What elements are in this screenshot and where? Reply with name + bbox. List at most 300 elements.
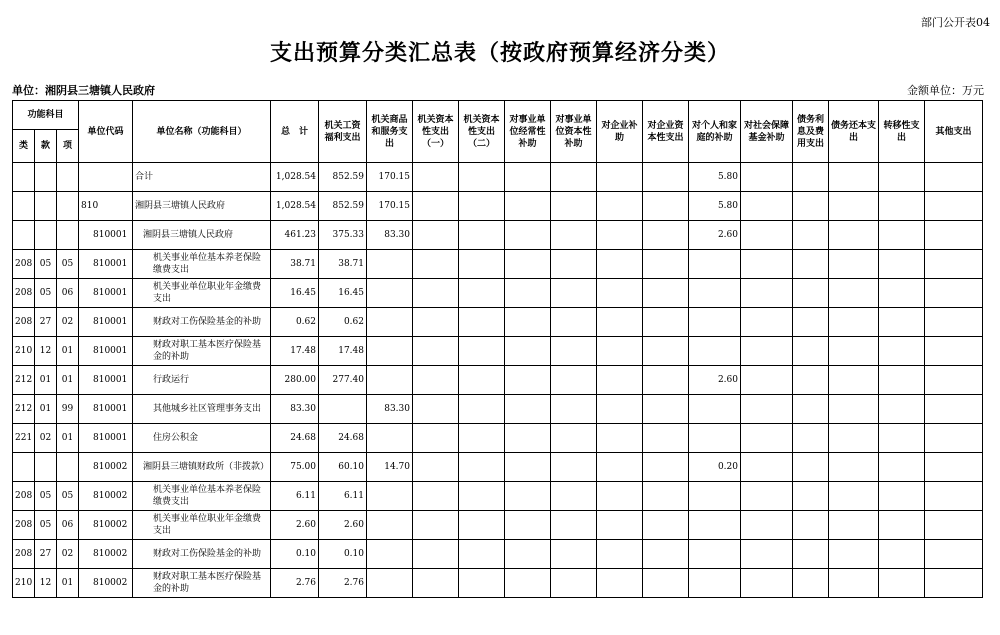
cell-unit-code: 810002 xyxy=(79,569,133,598)
cell-unit-code: 810001 xyxy=(79,279,133,308)
cell-c11 xyxy=(793,337,829,366)
header-c4: 机关资本性支出（二） xyxy=(459,101,505,163)
cell-kuan: 01 xyxy=(35,395,57,424)
cell-c10 xyxy=(741,279,793,308)
cell-kuan xyxy=(35,163,57,192)
cell-c8 xyxy=(643,453,689,482)
cell-c4 xyxy=(459,569,505,598)
table-row xyxy=(13,279,983,308)
cell-c8 xyxy=(643,163,689,192)
cell-c6 xyxy=(551,163,597,192)
table-row xyxy=(13,482,983,511)
cell-c10 xyxy=(741,511,793,540)
cell-c4 xyxy=(459,424,505,453)
cell-c9 xyxy=(689,279,741,308)
cell-c4 xyxy=(459,308,505,337)
page-title: 支出预算分类汇总表（按政府预算经济分类） xyxy=(269,40,730,66)
cell-unit-code: 810001 xyxy=(79,250,133,279)
cell-xiang: 01 xyxy=(57,424,79,453)
cell-c14 xyxy=(925,308,983,337)
cell-c10 xyxy=(741,221,793,250)
cell-c12 xyxy=(829,192,879,221)
cell-unit-code: 810001 xyxy=(79,308,133,337)
cell-c2 xyxy=(367,279,413,308)
amount-unit-label: 金额单位：万元 xyxy=(907,84,984,97)
cell-c11 xyxy=(793,308,829,337)
cell-lei: 208 xyxy=(13,308,35,337)
cell-c14 xyxy=(925,366,983,395)
cell-c7 xyxy=(597,540,643,569)
cell-c12 xyxy=(829,482,879,511)
cell-unit-code: 810002 xyxy=(79,540,133,569)
header-lei: 类 xyxy=(13,130,35,163)
header-xiang: 项 xyxy=(57,130,79,163)
cell-c4 xyxy=(459,540,505,569)
cell-c9 xyxy=(689,482,741,511)
cell-c3 xyxy=(413,279,459,308)
cell-c13 xyxy=(879,569,925,598)
cell-unit-name: 湘阴县三塘镇人民政府 xyxy=(133,221,271,250)
cell-c14 xyxy=(925,511,983,540)
cell-c11 xyxy=(793,366,829,395)
cell-c7 xyxy=(597,511,643,540)
cell-lei: 208 xyxy=(13,511,35,540)
cell-unit-name: 财政对工伤保险基金的补助 xyxy=(133,308,271,337)
cell-c8 xyxy=(643,279,689,308)
cell-c4 xyxy=(459,337,505,366)
cell-total: 6.11 xyxy=(271,482,319,511)
cell-c8 xyxy=(643,250,689,279)
cell-total: 38.71 xyxy=(271,250,319,279)
cell-c6 xyxy=(551,482,597,511)
cell-c9 xyxy=(689,308,741,337)
cell-c10 xyxy=(741,453,793,482)
cell-c10 xyxy=(741,192,793,221)
header-func-subject: 功能科目 xyxy=(13,101,79,130)
table-row xyxy=(13,540,983,569)
cell-c5 xyxy=(505,279,551,308)
cell-xiang: 01 xyxy=(57,337,79,366)
cell-kuan xyxy=(35,453,57,482)
cell-c14 xyxy=(925,221,983,250)
cell-c11 xyxy=(793,511,829,540)
table-row xyxy=(13,453,983,482)
cell-c14 xyxy=(925,453,983,482)
cell-c8 xyxy=(643,308,689,337)
table-row xyxy=(13,192,983,221)
cell-c11 xyxy=(793,279,829,308)
cell-total: 461.23 xyxy=(271,221,319,250)
cell-c9: 2.60 xyxy=(689,221,741,250)
cell-xiang: 02 xyxy=(57,540,79,569)
cell-total: 75.00 xyxy=(271,453,319,482)
cell-c13 xyxy=(879,250,925,279)
cell-c3 xyxy=(413,511,459,540)
cell-c13 xyxy=(879,482,925,511)
cell-c7 xyxy=(597,308,643,337)
cell-lei: 208 xyxy=(13,279,35,308)
cell-c2: 170.15 xyxy=(367,192,413,221)
table-row xyxy=(13,366,983,395)
cell-c1: 277.40 xyxy=(319,366,367,395)
table-row xyxy=(13,424,983,453)
cell-c14 xyxy=(925,337,983,366)
cell-total: 1,028.54 xyxy=(271,192,319,221)
cell-c3 xyxy=(413,540,459,569)
cell-unit-code: 810001 xyxy=(79,221,133,250)
unit-label: 单位：湘阴县三塘镇人民政府 xyxy=(12,84,155,97)
cell-unit-code xyxy=(79,163,133,192)
cell-c1: 60.10 xyxy=(319,453,367,482)
cell-c11 xyxy=(793,453,829,482)
cell-c7 xyxy=(597,366,643,395)
cell-c8 xyxy=(643,511,689,540)
cell-c12 xyxy=(829,308,879,337)
table-row xyxy=(13,395,983,424)
cell-c1: 375.33 xyxy=(319,221,367,250)
cell-c5 xyxy=(505,308,551,337)
cell-c9 xyxy=(689,424,741,453)
cell-xiang xyxy=(57,221,79,250)
cell-c3 xyxy=(413,163,459,192)
cell-xiang: 99 xyxy=(57,395,79,424)
cell-unit-name: 合计 xyxy=(133,163,271,192)
cell-c6 xyxy=(551,540,597,569)
cell-total: 83.30 xyxy=(271,395,319,424)
cell-c10 xyxy=(741,250,793,279)
cell-xiang: 05 xyxy=(57,482,79,511)
cell-unit-name: 机关事业单位基本养老保险缴费支出 xyxy=(133,482,271,511)
cell-c11 xyxy=(793,569,829,598)
cell-c13 xyxy=(879,221,925,250)
cell-c10 xyxy=(741,482,793,511)
cell-c1: 2.76 xyxy=(319,569,367,598)
cell-c6 xyxy=(551,192,597,221)
cell-c3 xyxy=(413,192,459,221)
cell-c5 xyxy=(505,395,551,424)
cell-unit-name: 湘阴县三塘镇人民政府 xyxy=(133,192,271,221)
cell-c6 xyxy=(551,395,597,424)
cell-unit-name: 住房公积金 xyxy=(133,424,271,453)
cell-c2: 14.70 xyxy=(367,453,413,482)
cell-unit-name: 财政对职工基本医疗保险基金的补助 xyxy=(133,569,271,598)
cell-c1: 0.62 xyxy=(319,308,367,337)
cell-c7 xyxy=(597,337,643,366)
cell-c8 xyxy=(643,540,689,569)
cell-c4 xyxy=(459,192,505,221)
cell-unit-name: 湘阴县三塘镇财政所（非拨款） xyxy=(133,453,271,482)
cell-unit-code: 810001 xyxy=(79,337,133,366)
cell-total: 0.10 xyxy=(271,540,319,569)
cell-c3 xyxy=(413,482,459,511)
cell-lei: 208 xyxy=(13,250,35,279)
cell-xiang: 05 xyxy=(57,250,79,279)
cell-c13 xyxy=(879,511,925,540)
cell-c11 xyxy=(793,482,829,511)
cell-c3 xyxy=(413,221,459,250)
cell-total: 24.68 xyxy=(271,424,319,453)
cell-kuan: 27 xyxy=(35,540,57,569)
cell-c6 xyxy=(551,569,597,598)
cell-unit-name: 机关事业单位基本养老保险缴费支出 xyxy=(133,250,271,279)
cell-c12 xyxy=(829,221,879,250)
cell-kuan: 12 xyxy=(35,337,57,366)
cell-c7 xyxy=(597,163,643,192)
header-c11: 债务利息及费用支出 xyxy=(793,101,829,163)
cell-c2 xyxy=(367,482,413,511)
cell-total: 280.00 xyxy=(271,366,319,395)
table-row xyxy=(13,221,983,250)
cell-c7 xyxy=(597,221,643,250)
cell-c14 xyxy=(925,163,983,192)
cell-unit-name: 财政对工伤保险基金的补助 xyxy=(133,540,271,569)
cell-c8 xyxy=(643,221,689,250)
cell-c2 xyxy=(367,250,413,279)
cell-c10 xyxy=(741,395,793,424)
cell-c3 xyxy=(413,366,459,395)
cell-c9: 5.80 xyxy=(689,163,741,192)
cell-c13 xyxy=(879,163,925,192)
cell-kuan: 02 xyxy=(35,424,57,453)
cell-total: 1,028.54 xyxy=(271,163,319,192)
cell-c5 xyxy=(505,424,551,453)
cell-c1: 0.10 xyxy=(319,540,367,569)
cell-c5 xyxy=(505,540,551,569)
cell-c12 xyxy=(829,395,879,424)
cell-c8 xyxy=(643,395,689,424)
cell-total: 2.60 xyxy=(271,511,319,540)
cell-c6 xyxy=(551,511,597,540)
cell-c5 xyxy=(505,337,551,366)
cell-unit-code: 810001 xyxy=(79,424,133,453)
cell-unit-name: 机关事业单位职业年金缴费支出 xyxy=(133,511,271,540)
cell-xiang xyxy=(57,192,79,221)
cell-c6 xyxy=(551,366,597,395)
cell-lei: 221 xyxy=(13,424,35,453)
cell-c10 xyxy=(741,366,793,395)
cell-c4 xyxy=(459,366,505,395)
cell-c12 xyxy=(829,366,879,395)
cell-lei xyxy=(13,192,35,221)
cell-c12 xyxy=(829,424,879,453)
cell-kuan: 05 xyxy=(35,482,57,511)
cell-c11 xyxy=(793,192,829,221)
cell-unit-code: 810001 xyxy=(79,395,133,424)
cell-c7 xyxy=(597,279,643,308)
cell-c5 xyxy=(505,482,551,511)
cell-c8 xyxy=(643,366,689,395)
cell-c2: 83.30 xyxy=(367,395,413,424)
cell-total: 0.62 xyxy=(271,308,319,337)
cell-lei: 208 xyxy=(13,482,35,511)
cell-lei: 212 xyxy=(13,395,35,424)
cell-c14 xyxy=(925,250,983,279)
header-c12: 债务还本支出 xyxy=(829,101,879,163)
cell-c1 xyxy=(319,395,367,424)
cell-kuan: 12 xyxy=(35,569,57,598)
cell-xiang: 02 xyxy=(57,308,79,337)
cell-c9 xyxy=(689,511,741,540)
table-row xyxy=(13,250,983,279)
cell-total: 17.48 xyxy=(271,337,319,366)
cell-c12 xyxy=(829,511,879,540)
cell-c10 xyxy=(741,540,793,569)
cell-c1: 852.59 xyxy=(319,163,367,192)
header-c9: 对个人和家庭的补助 xyxy=(689,101,741,163)
cell-unit-code: 810002 xyxy=(79,482,133,511)
cell-c3 xyxy=(413,337,459,366)
cell-c13 xyxy=(879,192,925,221)
cell-c9 xyxy=(689,250,741,279)
cell-lei: 210 xyxy=(13,337,35,366)
cell-unit-name: 机关事业单位职业年金缴费支出 xyxy=(133,279,271,308)
cell-c5 xyxy=(505,250,551,279)
cell-c4 xyxy=(459,279,505,308)
cell-c5 xyxy=(505,163,551,192)
cell-unit-name: 其他城乡社区管理事务支出 xyxy=(133,395,271,424)
cell-c9 xyxy=(689,337,741,366)
cell-c8 xyxy=(643,192,689,221)
cell-c5 xyxy=(505,453,551,482)
cell-c2 xyxy=(367,569,413,598)
cell-xiang: 01 xyxy=(57,366,79,395)
cell-c13 xyxy=(879,540,925,569)
cell-c12 xyxy=(829,453,879,482)
cell-c2 xyxy=(367,308,413,337)
cell-c6 xyxy=(551,221,597,250)
cell-c2 xyxy=(367,540,413,569)
cell-xiang xyxy=(57,163,79,192)
table-row xyxy=(13,569,983,598)
cell-c10 xyxy=(741,569,793,598)
cell-lei: 212 xyxy=(13,366,35,395)
cell-c11 xyxy=(793,163,829,192)
cell-c2 xyxy=(367,337,413,366)
cell-xiang: 01 xyxy=(57,569,79,598)
cell-c4 xyxy=(459,511,505,540)
cell-kuan xyxy=(35,221,57,250)
cell-c5 xyxy=(505,221,551,250)
cell-c8 xyxy=(643,569,689,598)
cell-c7 xyxy=(597,250,643,279)
budget-table xyxy=(12,100,983,598)
cell-c1: 6.11 xyxy=(319,482,367,511)
cell-total: 16.45 xyxy=(271,279,319,308)
header-c7: 对企业补助 xyxy=(597,101,643,163)
cell-c2: 170.15 xyxy=(367,163,413,192)
cell-c7 xyxy=(597,569,643,598)
cell-kuan xyxy=(35,192,57,221)
cell-c7 xyxy=(597,424,643,453)
table-row xyxy=(13,337,983,366)
cell-c7 xyxy=(597,482,643,511)
header-c3: 机关资本性支出（一） xyxy=(413,101,459,163)
cell-c12 xyxy=(829,337,879,366)
cell-c1: 2.60 xyxy=(319,511,367,540)
cell-c14 xyxy=(925,279,983,308)
cell-c12 xyxy=(829,279,879,308)
cell-c4 xyxy=(459,453,505,482)
cell-c10 xyxy=(741,163,793,192)
cell-c4 xyxy=(459,221,505,250)
header-c10: 对社会保障基金补助 xyxy=(741,101,793,163)
cell-c3 xyxy=(413,453,459,482)
cell-c1: 17.48 xyxy=(319,337,367,366)
header-c14: 其他支出 xyxy=(925,101,983,163)
cell-c14 xyxy=(925,569,983,598)
cell-lei: 210 xyxy=(13,569,35,598)
cell-c2 xyxy=(367,511,413,540)
cell-c1: 24.68 xyxy=(319,424,367,453)
cell-kuan: 01 xyxy=(35,366,57,395)
cell-c8 xyxy=(643,337,689,366)
cell-c3 xyxy=(413,250,459,279)
table-row xyxy=(13,308,983,337)
cell-c9 xyxy=(689,395,741,424)
cell-c2 xyxy=(367,366,413,395)
cell-c14 xyxy=(925,192,983,221)
cell-c2: 83.30 xyxy=(367,221,413,250)
header-kuan: 款 xyxy=(35,130,57,163)
cell-c5 xyxy=(505,192,551,221)
cell-c9: 2.60 xyxy=(689,366,741,395)
cell-c5 xyxy=(505,511,551,540)
cell-unit-code: 810 xyxy=(79,192,133,221)
cell-c7 xyxy=(597,192,643,221)
cell-c11 xyxy=(793,540,829,569)
cell-c13 xyxy=(879,337,925,366)
cell-c13 xyxy=(879,424,925,453)
cell-c7 xyxy=(597,395,643,424)
cell-c2 xyxy=(367,424,413,453)
cell-unit-name: 行政运行 xyxy=(133,366,271,395)
cell-kuan: 05 xyxy=(35,279,57,308)
cell-c14 xyxy=(925,424,983,453)
cell-c11 xyxy=(793,395,829,424)
cell-c14 xyxy=(925,395,983,424)
cell-c9 xyxy=(689,540,741,569)
cell-unit-code: 810002 xyxy=(79,453,133,482)
cell-c4 xyxy=(459,395,505,424)
cell-kuan: 27 xyxy=(35,308,57,337)
cell-c11 xyxy=(793,250,829,279)
cell-unit-name: 财政对职工基本医疗保险基金的补助 xyxy=(133,337,271,366)
cell-c8 xyxy=(643,482,689,511)
cell-c9 xyxy=(689,569,741,598)
cell-c1: 38.71 xyxy=(319,250,367,279)
header-c13: 转移性支出 xyxy=(879,101,925,163)
cell-c4 xyxy=(459,250,505,279)
cell-c6 xyxy=(551,250,597,279)
cell-unit-code: 810001 xyxy=(79,366,133,395)
cell-c4 xyxy=(459,163,505,192)
cell-kuan: 05 xyxy=(35,511,57,540)
cell-xiang xyxy=(57,453,79,482)
cell-lei xyxy=(13,221,35,250)
cell-c13 xyxy=(879,453,925,482)
cell-c13 xyxy=(879,395,925,424)
cell-c12 xyxy=(829,569,879,598)
cell-c8 xyxy=(643,424,689,453)
cell-c3 xyxy=(413,424,459,453)
cell-c6 xyxy=(551,424,597,453)
cell-c4 xyxy=(459,482,505,511)
cell-c14 xyxy=(925,540,983,569)
cell-c5 xyxy=(505,366,551,395)
header-c6: 对事业单位资本性补助 xyxy=(551,101,597,163)
cell-c3 xyxy=(413,395,459,424)
cell-c10 xyxy=(741,424,793,453)
